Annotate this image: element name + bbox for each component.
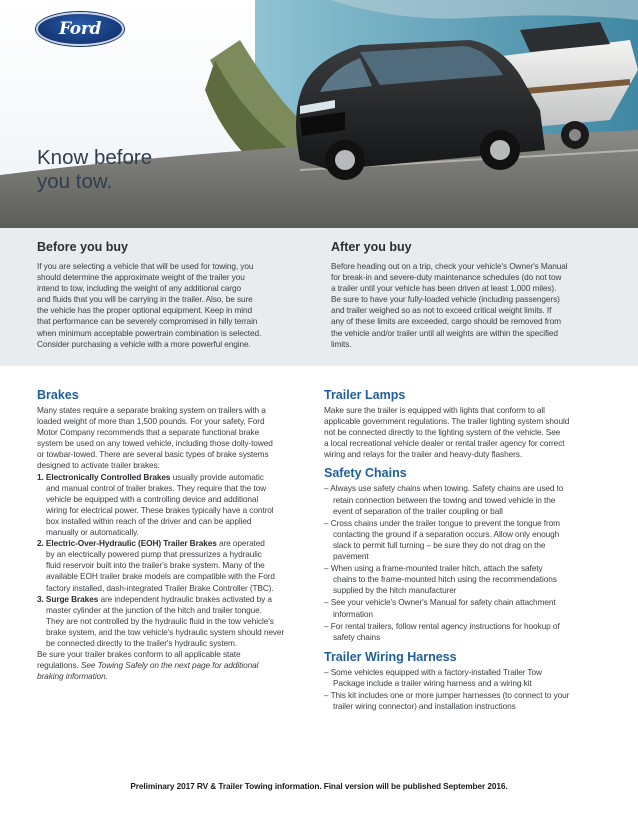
- text-line: Motor Company recommends that a separate functional brake: [37, 427, 260, 438]
- text-line: and fluids that you will be carrying in the trailer. Also, be sure: [37, 294, 253, 305]
- section-body: [37, 405, 312, 472]
- text-line: Consider purchasing a vehicle with a more powerful engine.: [37, 338, 251, 349]
- text-line: Be sure to have your fully-loaded vehicle (including passengers): [331, 294, 560, 305]
- text-line: when minimum acceptable powertrain combination is selected.: [37, 327, 262, 338]
- text-line: slack to permit full turning – be sure they do not drag on the: [333, 539, 546, 550]
- item-label: 3. Surge Brakes: [37, 593, 99, 604]
- before-you-buy-section: [37, 240, 305, 350]
- text-line: are independent hydraulic brakes activated by a: [98, 593, 272, 604]
- page-title: [37, 146, 217, 194]
- bullet-item: [324, 483, 599, 516]
- text-line: or towbar-towed. There are several basic types of brake systems: [37, 449, 269, 460]
- text-line: supplied by the hitch manufacturer: [333, 585, 457, 596]
- text-line: be connected directly to the trailer's hydraulic system.: [46, 637, 238, 648]
- text-line: Before heading out on a trip, check your vehicle's Owner's Manual: [331, 261, 568, 271]
- text-line: should determine the approximate weight of the trailer you: [37, 272, 245, 283]
- section-heading: Safety Chains: [324, 466, 407, 481]
- trailer-wiring-harness-section: [324, 650, 599, 712]
- text-line: Be sure your trailer brakes conform to all applicable state: [37, 649, 241, 660]
- text-line: event of separation of the trailer coupling or ball: [333, 505, 503, 516]
- text-line: the vehicle and/or trailer until all weights are within the specified: [331, 327, 558, 338]
- text-line: – Always use safety chains when towing. Safety chains are used to: [324, 483, 564, 494]
- section-body: [37, 649, 312, 682]
- text-line: trailer wiring connector) and installation instructions: [333, 701, 516, 712]
- text-line: Many states require a separate braking system on trailers with a: [37, 405, 266, 415]
- section-heading: Trailer Wiring Harness: [324, 649, 457, 664]
- text-line: Make sure the trailer is equipped with lights that conform to all: [324, 405, 545, 415]
- page-title-line: Know before: [37, 146, 153, 169]
- text-line: – When using a frame-mounted trailer hitch, attach the safety: [324, 563, 543, 574]
- text-line: – Cross chains under the trailer tongue to prevent the tongue from: [324, 517, 560, 528]
- text-line: wiring and relays for the trailer and heavy-duty flashers.: [324, 449, 523, 460]
- bullet-item: [324, 690, 599, 712]
- section-heading: After you buy: [331, 240, 412, 254]
- bullet-item: [324, 563, 599, 596]
- text-line: designed to activate trailer brakes:: [37, 460, 160, 471]
- text-line: that performance can be severely compromised in hilly terrain: [37, 316, 258, 327]
- text-line: vehicle be equipped with a controlling device and additional: [46, 493, 259, 504]
- text-line: and trailer weighed so as not to exceed critical weight limits. If: [331, 305, 552, 316]
- text-line: safety chains: [333, 631, 381, 642]
- text-line: available EOH trailer brake models are compatible with the Ford: [46, 571, 275, 582]
- text-line: wiring for electrical power. These brakes typically have a control: [46, 504, 274, 515]
- text-line: by an electrically powered pump that pressurizes a hydraulic: [46, 549, 262, 560]
- text-line: contacting the ground if a separation occurs. Allow only enough: [333, 528, 560, 539]
- text-line: loaded weight of more than 1,500 pounds. For your safety, Ford: [37, 416, 265, 427]
- section-body: [37, 261, 305, 350]
- text-line: a local recreational vehicle dealer or rental trailer agency for correct: [324, 438, 565, 449]
- section-heading: Trailer Lamps: [324, 388, 406, 402]
- bullet-item: [324, 621, 599, 643]
- item-label: 1. Electronically Controlled Brakes: [37, 471, 171, 482]
- bullet-item: [324, 518, 599, 562]
- ford-logo-text: Ford: [58, 19, 102, 39]
- text-line: and manual control of trailer brakes. They require that the tow: [46, 482, 266, 493]
- section-body: [331, 261, 599, 350]
- brake-type-item: [37, 538, 312, 593]
- item-label: 2. Electric-Over-Hydraulic (EOH) Trailer Brakes: [37, 538, 217, 549]
- text-line: – For rental trailers, follow rental agency instructions for hookup of: [324, 620, 560, 631]
- text-line: limits.: [331, 338, 352, 349]
- brakes-section: [37, 388, 312, 682]
- hero-image: [0, 0, 638, 228]
- safety-chains-section: [324, 466, 599, 642]
- text-line: usually provide automatic: [170, 471, 264, 482]
- text-line: factory installed, dash-integrated Trailer Brake Controller (TBC).: [46, 582, 274, 593]
- text-line: information: [333, 608, 373, 619]
- text-line: intend to tow, including the weight of any additional cargo: [37, 283, 241, 294]
- text-line: Package include a trailer wiring harness and a wiring kit: [333, 677, 532, 688]
- text-line: – See your vehicle's Owner's Manual for safety chain attachment: [324, 597, 556, 608]
- text-line: regulations.: [37, 660, 81, 671]
- text-line: a trailer until your vehicle has been driven at least 1,000 miles).: [331, 283, 557, 294]
- text-line: retain connection between the towing and towed vehicle in the: [333, 494, 556, 505]
- before-after-band: [0, 228, 638, 366]
- text-line: chains to the frame-mounted hitch using the recommendations: [333, 574, 557, 585]
- after-you-buy-section: [331, 240, 599, 350]
- bullet-item: [324, 667, 599, 689]
- ford-logo: [36, 12, 124, 46]
- brake-type-item: [37, 594, 312, 649]
- bullet-item: [324, 597, 599, 619]
- text-line: They are not controlled by the hydraulic fluid in the tow vehicle's: [46, 615, 274, 626]
- text-line: are operated: [216, 538, 265, 549]
- text-line: not be connected directly to the lighting system of the vehicle. See: [324, 427, 561, 438]
- text-line: – Some vehicles equipped with a factory-installed Trailer Tow: [324, 666, 542, 677]
- text-line: If you are selecting a vehicle that will be used for towing, you: [37, 261, 254, 271]
- text-line: fluid reservoir built into the trailer's brake system. Many of the: [46, 560, 265, 571]
- footer-note: Preliminary 2017 RV & Trailer Towing information. Final version will be published September 2016.: [130, 781, 508, 791]
- brake-type-item: [37, 472, 312, 539]
- text-line: brake system, and the tow vehicle's hydraulic system should never: [46, 626, 285, 637]
- text-line: box installed within reach of the driver and can be applied: [46, 515, 252, 526]
- section-heading: Brakes: [37, 388, 79, 402]
- page-title-line: you tow.: [37, 170, 113, 193]
- text-line: applicable government regulations. The trailer lighting system should: [324, 416, 570, 427]
- text-line: – This kit includes one or more jumper harnesses (to connect to your: [324, 689, 570, 700]
- text-line: system be used on any towed vehicle, including those dolly-towed: [37, 438, 273, 449]
- right-column: [324, 388, 599, 713]
- text-line: pavement: [333, 551, 369, 562]
- text-line: braking information.: [37, 671, 108, 682]
- section-heading: Before you buy: [37, 240, 128, 254]
- text-line: See Towing Safely on the next page for additional: [80, 660, 259, 671]
- text-line: manually or automatically.: [46, 527, 139, 538]
- text-line: the vehicle has the proper optional equipment. Keep in mind: [37, 305, 253, 316]
- section-body: [324, 405, 599, 460]
- text-line: for break-in and severe-duty maintenance schedules (do not tow: [331, 272, 562, 283]
- trailer-lamps-section: [324, 388, 599, 460]
- text-line: any of these limits are exceeded, cargo should be removed from: [331, 316, 561, 327]
- text-line: master cylinder at the junction of the hitch and trailer tongue.: [46, 604, 262, 615]
